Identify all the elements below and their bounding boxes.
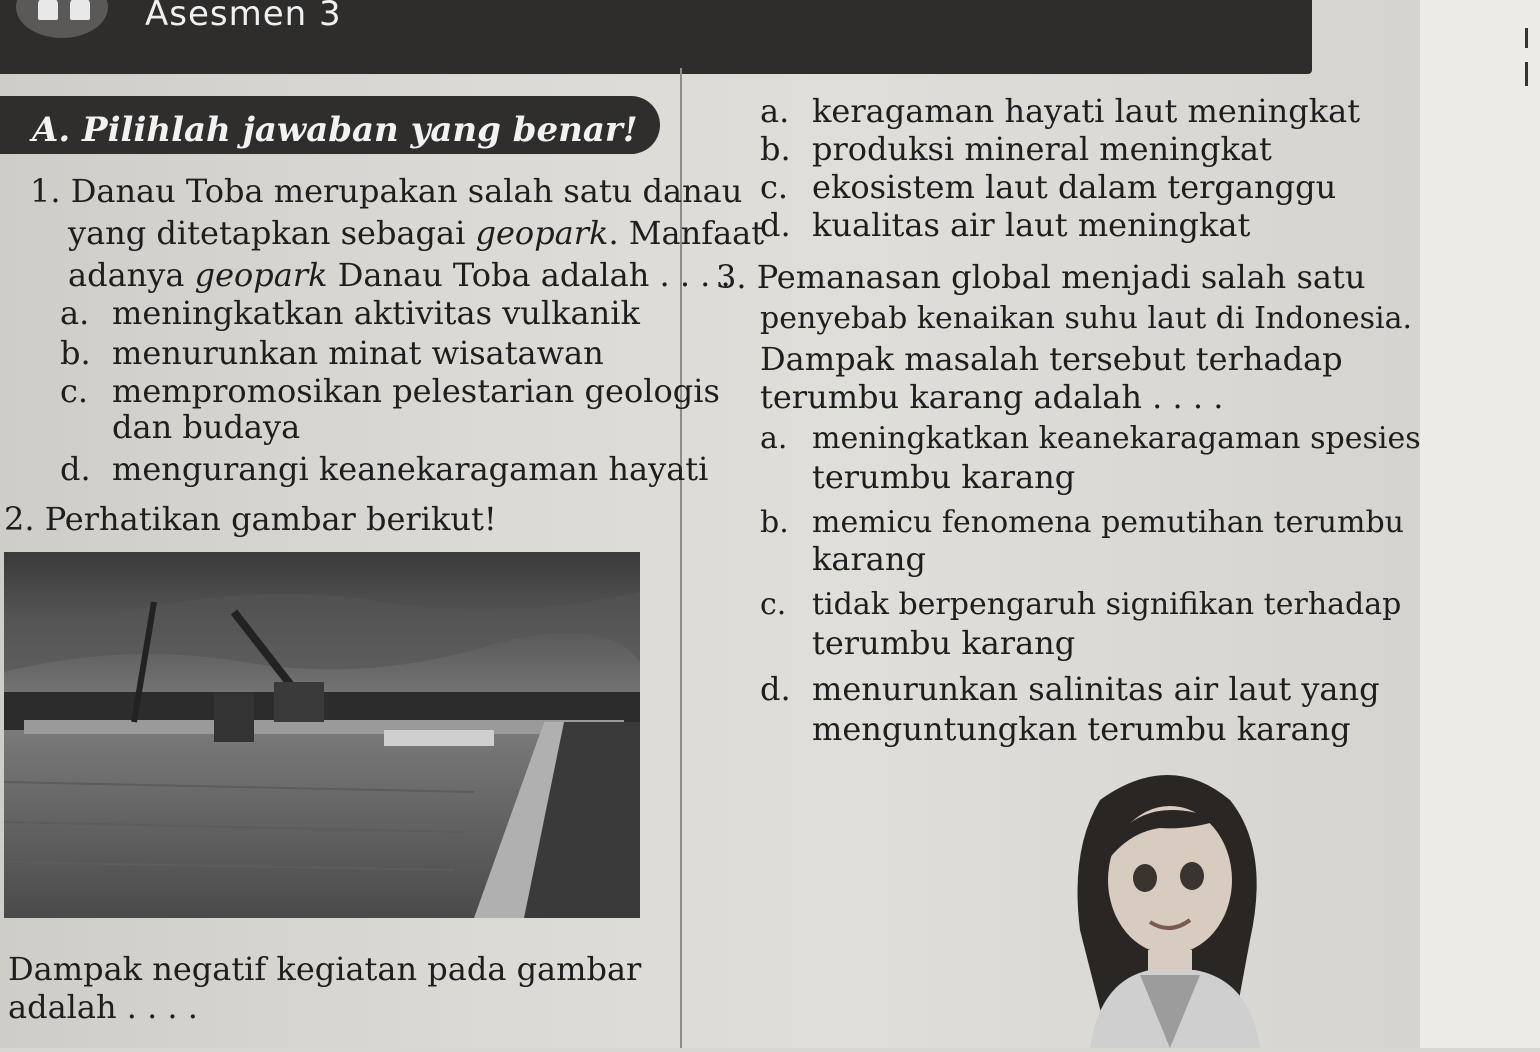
q2-option-b: b. produksi mineral meningkat	[760, 130, 1272, 168]
q3-line3: Dampak masalah tersebut terhadap	[760, 340, 1343, 378]
q3-option-d-cont: menguntungkan terumbu karang	[812, 710, 1351, 748]
q3-option-c-cont: terumbu karang	[812, 624, 1076, 662]
q3-option-c: c. tidak berpengaruh signifikan terhadap	[760, 587, 1402, 622]
q1-option-b: b. menurunkan minat wisatawan	[60, 334, 604, 372]
q3-option-b: b. memicu fenomena pemutihan terumbu	[760, 505, 1404, 540]
q3-line4: terumbu karang adalah . . . .	[760, 378, 1224, 416]
q2-after-line1: Dampak negatif kegiatan pada gambar	[8, 950, 642, 988]
q3-option-b-cont: karang	[812, 540, 926, 578]
q1-option-c: c. mempromosikan pelestarian geologis	[60, 372, 720, 410]
q1-option-d: d. mengurangi keanekaragaman hayati	[60, 450, 709, 488]
q1-line2: yang ditetapkan sebagai geopark. Manfaat	[68, 214, 765, 252]
page-title: Asesmen 3	[145, 0, 342, 34]
q2-option-a: a. keragaman hayati laut meningkat	[760, 92, 1361, 130]
q3-line2: penyebab kenaikan suhu laut di Indonesia.	[760, 301, 1413, 336]
next-page-edge	[1420, 0, 1540, 1048]
q2-prompt: 2. Perhatikan gambar berikut!	[4, 500, 497, 538]
q1-line3: adanya geopark Danau Toba adalah . . . .	[68, 256, 731, 294]
section-title: A. Pilihlah jawaban yang benar!	[32, 110, 638, 150]
q3-option-a-cont: terumbu karang	[812, 458, 1076, 496]
edge-mark	[1525, 28, 1528, 48]
q2-option-c: c. ekosistem laut dalam terganggu	[760, 168, 1337, 206]
q1-option-c-cont: dan budaya	[112, 408, 301, 446]
girl-character-illustration	[1020, 760, 1340, 1048]
q3-option-a: a. meningkatkan keanekaragaman spesies	[760, 421, 1421, 456]
q1-line1: 1. Danau Toba merupakan salah satu danau	[30, 172, 743, 210]
q2-after-line2: adalah . . . .	[8, 988, 198, 1026]
q1-option-a: a. meningkatkan aktivitas vulkanik	[60, 294, 640, 332]
edge-mark	[1525, 62, 1528, 86]
harbor-photo	[4, 552, 640, 918]
q3-line1: 3. Pemanasan global menjadi salah satu	[716, 258, 1366, 296]
q2-option-d: d. kualitas air laut meningkat	[760, 206, 1251, 244]
q3-option-d: d. menurunkan salinitas air laut yang	[760, 670, 1380, 708]
